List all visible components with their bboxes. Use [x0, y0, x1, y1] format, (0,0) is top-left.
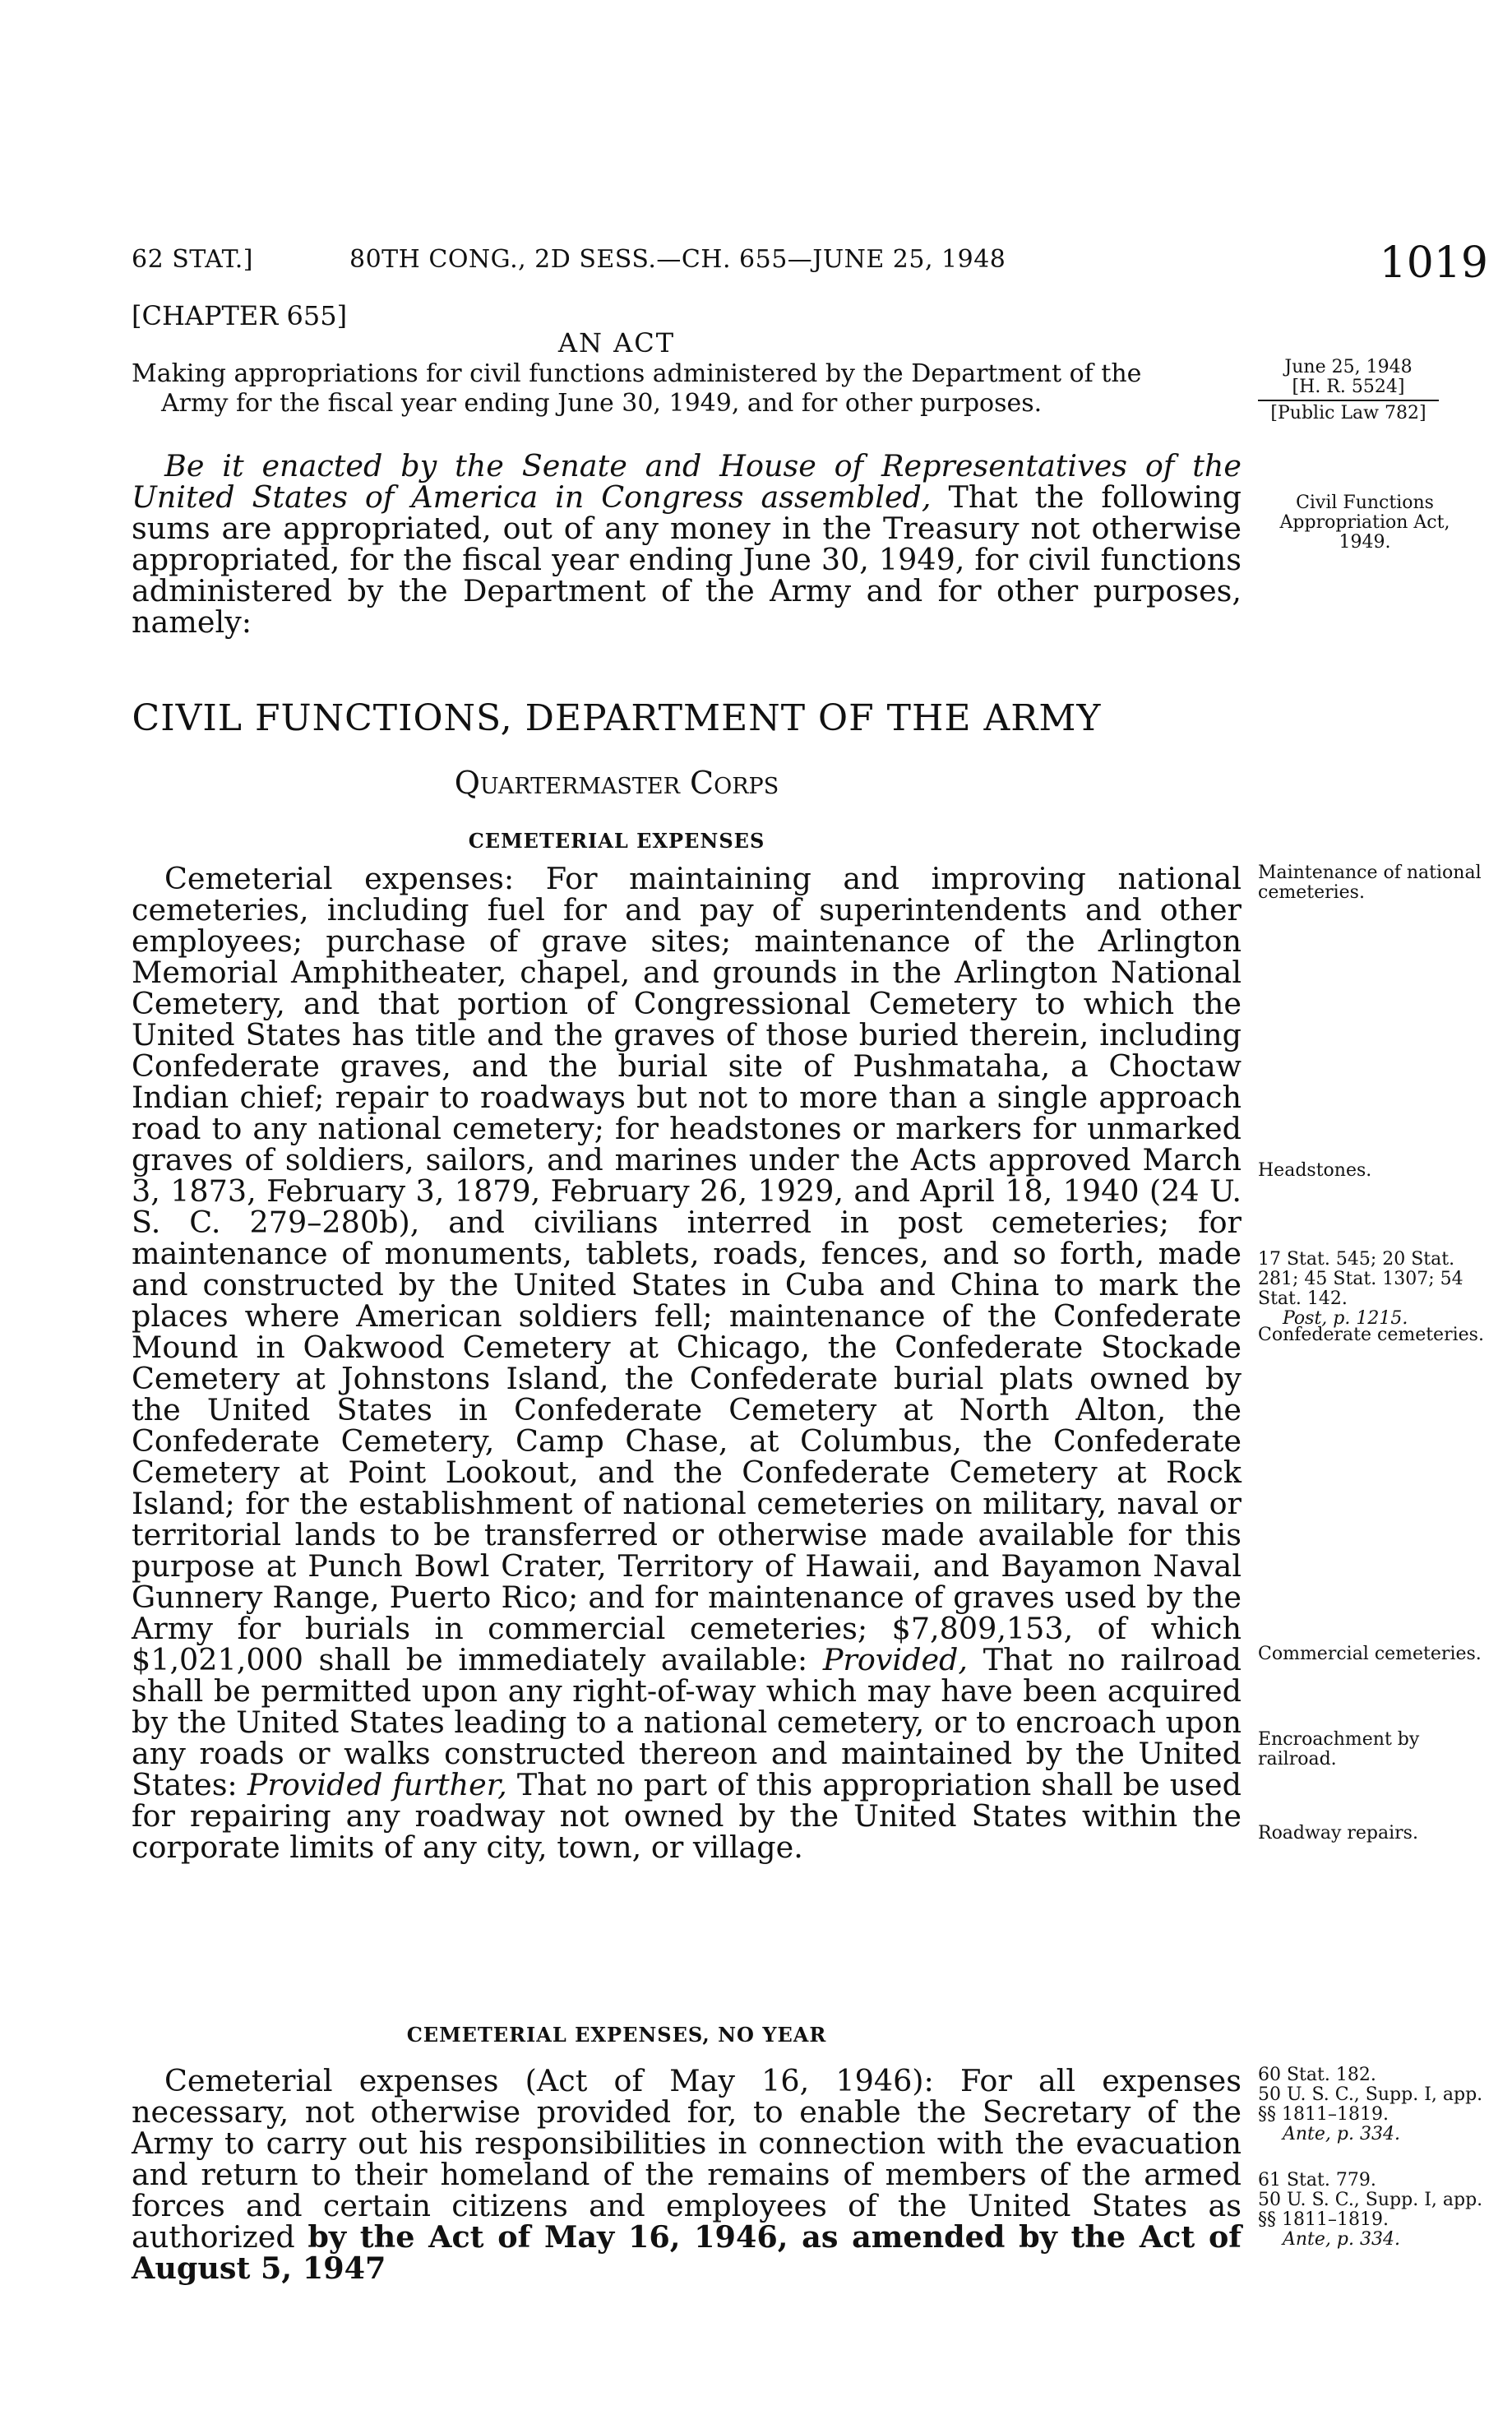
enacting-italic: Be it enacted by the Senate and House of Representatives of the United States of America in Congress assembled, — [132, 448, 1242, 515]
sidenote-commercial: Commercial cemeteries. — [1258, 1644, 1482, 1664]
cemeterial-expenses-paragraph — [132, 863, 1242, 1863]
sidenote-stat-refs-text: 17 Stat. 545; 20 Stat. 281; 45 Stat. 1307; 54 Stat. 142. — [1258, 1249, 1463, 1309]
para1-part3: That no part of this appropriation shall be used for repairing any roadway not owned by the United States within the corporate limits of any city, town, or village. — [132, 1767, 1242, 1865]
act-title-line-2: Army for the fiscal year ending June 30, 1949, and for other purposes. — [161, 389, 1043, 418]
ref1-usc: 50 U. S. C., Supp. I, app. §§ 1811–1819. — [1258, 2084, 1483, 2125]
sidenote-encroachment: Encroachment by railroad. — [1258, 1729, 1420, 1769]
ref2-usc: 50 U. S. C., Supp. I, app. §§ 1811–1819. — [1258, 2190, 1483, 2230]
para2-last-line: by the Act of May 16, 1946, as amended by the Act of August 5, 1947 — [132, 2219, 1242, 2286]
session-chapter-line: 80TH CONG., 2D SESS.—CH. 655—JUNE 25, 1948 — [349, 245, 1006, 274]
ref1-ante: Ante, p. 334. — [1283, 2124, 1400, 2144]
provided-1: Provided, — [822, 1642, 969, 1677]
act-title-line-1: Making appropriations for civil functions administered by the Department of the — [132, 359, 1142, 388]
running-header — [132, 238, 1488, 288]
volume-label: 62 STAT.] — [132, 245, 253, 274]
chapter-label: [CHAPTER 655] — [132, 300, 348, 331]
cemeterial-no-year-paragraph — [132, 2065, 1242, 2284]
para1-part2: That no railroad shall be permitted upon any right-of-way which may have been acquired by the United States leading to a national cemetery, or to encroach upon any roads or walks constructed thereon and maintained by the United States: — [132, 1642, 1242, 1802]
enacting-clause — [132, 448, 1242, 640]
act-title — [132, 359, 1233, 419]
ref2-stat: 61 Stat. 779. — [1258, 2170, 1376, 2190]
subsection-heading: Quartermaster Corps — [454, 765, 779, 801]
provided-further: Provided further, — [247, 1767, 507, 1802]
sidenote-roadway: Roadway repairs. — [1258, 1823, 1418, 1843]
sidenote-ref-1 — [1258, 2065, 1488, 2144]
ref2-ante: Ante, p. 334. — [1283, 2229, 1400, 2250]
margin-divider — [1258, 400, 1439, 401]
para2-text: Cemeterial expenses (Act of May 16, 1946): For all expenses necessary, not otherwise provided for, to enable the Secretary of the Army to carry out his responsibilities in connection with the evacuation and return to their homeland of the remains of members of the armed forces and certain citizens and employees of the United States as authorized — [132, 2063, 1242, 2255]
margin-bill-number: [H. R. 5524] — [1292, 377, 1405, 397]
sidenote-headstones: Headstones. — [1258, 1160, 1372, 1181]
section-heading: CIVIL FUNCTIONS, DEPARTMENT OF THE ARMY — [132, 697, 1102, 739]
enacting-rest: That the following sums are appropriated, out of any money in the Treasury not otherwise appropriated, for the fiscal year ending June 30, 1949, for civil functions administered by the Department of the Army and for other purposes, namely: — [132, 479, 1242, 640]
cemeterial-no-year-heading: CEMETERIAL EXPENSES, NO YEAR — [406, 2023, 827, 2047]
ref1-stat: 60 Stat. 182. — [1258, 2065, 1376, 2085]
sidenote-maintenance: Maintenance of national cemeteries. — [1258, 863, 1482, 903]
sidenote-post-ref: Post, p. 1215. — [1283, 1308, 1408, 1329]
act-label: AN ACT — [557, 327, 676, 359]
page-number: 1019 — [1379, 238, 1488, 288]
cemeterial-expenses-heading: CEMETERIAL EXPENSES — [468, 829, 765, 853]
sidenote-stat-refs — [1258, 1250, 1488, 1329]
sidenote-ref-2 — [1258, 2171, 1488, 2250]
margin-act-name: Civil Functions Appropriation Act, 1949. — [1279, 493, 1450, 553]
margin-public-law: [Public Law 782] — [1270, 403, 1426, 423]
para1-part1: Cemeterial expenses: For maintaining and improving national cemeteries, including fuel for and pay of superintendents and other employees; purchase of grave sites; maintenance of the Arlington Memorial Amphitheater, chapel, and grounds in the Arlington National Cemetery, and that portion of Congressional Cemetery to which the United States has title and the graves of those buried therein, including Confederate graves, and the burial site of Pushmataha, a Choctaw Indian chief; repair to roadways but not to more than a single approach road to any national cemetery; for headstones or markers for unmarked graves of soldiers, sailors, and marines under the Acts approved March 3, 1873, February 3, 1879, February 26, 1929, and April 18, 1940 (24 U. S. C. 279–280b), and civilians interred in post cemeteries; for maintenance of monuments, tablets, roads, fences, and so forth, made and constructed by the United States in Cuba and China to mark the places where American soldiers fell; maintenance of the Confederate Mound in Oakwood Cemetery at Chicago, the Confederate Stockade Cemetery at Johnstons Island, the Confederate burial plats owned by the United States in Confederate Cemetery at North Alton, the Confederate Cemetery, Camp Chase, at Columbus, the Confederate Cemetery at Point Lookout, and the Confederate Cemetery at Rock Island; for the establishment of national cemeteries on military, naval or territorial lands to be transferred or otherwise made available for this purpose at Punch Bowl Crater, Territory of Hawaii, and Bayamon Naval Gunnery Range, Puerto Rico; and for maintenance of graves used by the Army for burials in commercial cemeteries; $7,809,153, of which $1,021,000 shall be immediately available: — [132, 861, 1242, 1677]
sidenote-confederate: Confederate cemeteries. — [1258, 1325, 1484, 1345]
margin-date: June 25, 1948 — [1284, 357, 1413, 377]
